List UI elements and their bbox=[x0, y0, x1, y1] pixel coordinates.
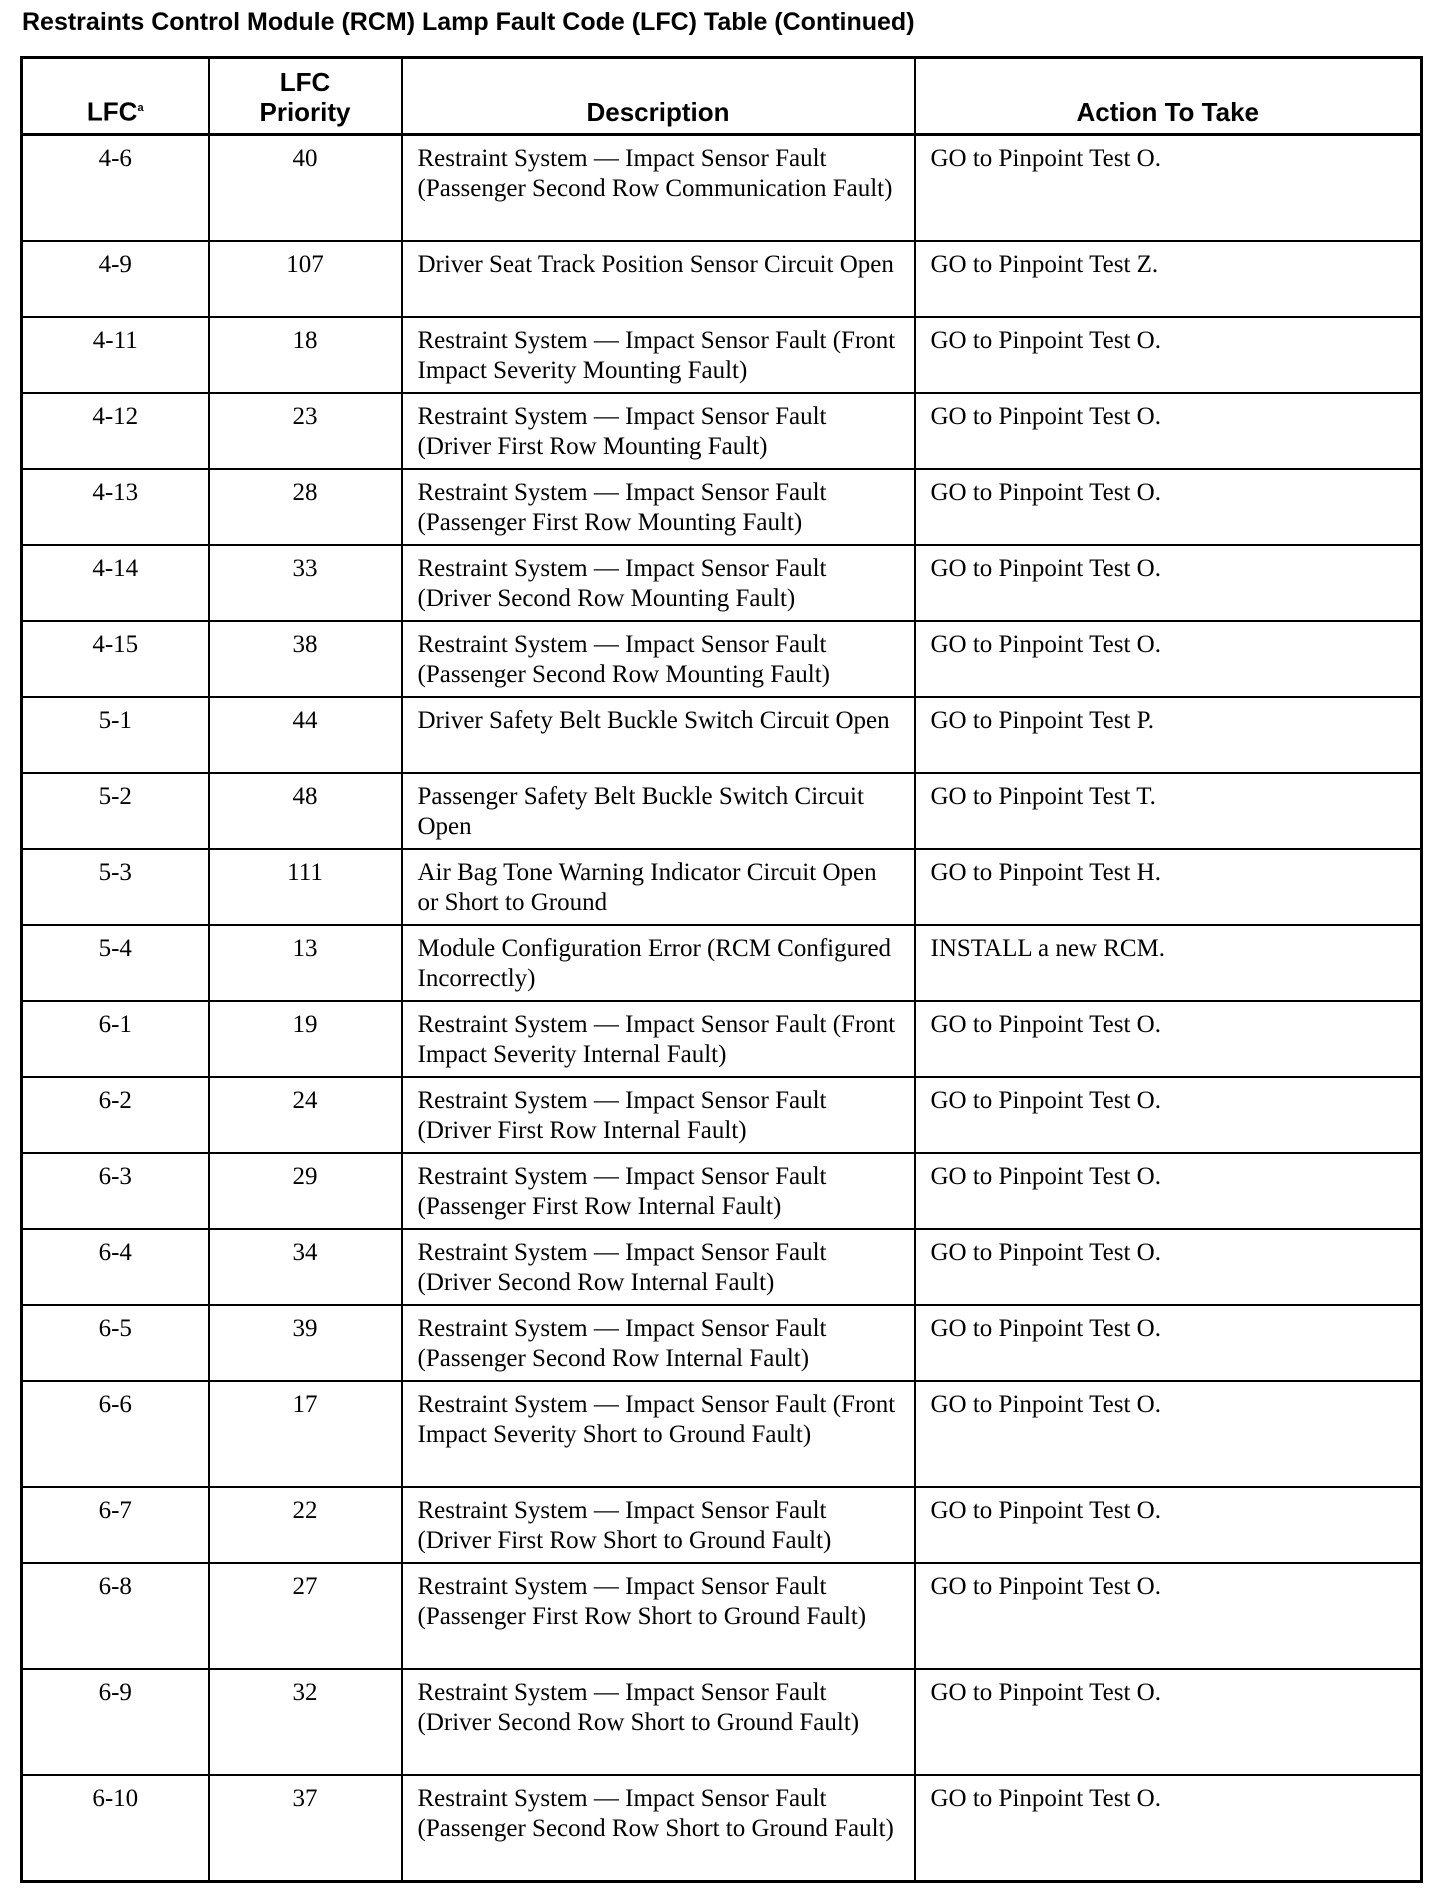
priority-cell: 29 bbox=[209, 1153, 402, 1229]
action-cell: GO to Pinpoint Test O. bbox=[915, 1305, 1422, 1381]
footnote-marker: a bbox=[137, 102, 144, 115]
action-cell: GO to Pinpoint Test O. bbox=[915, 1563, 1422, 1669]
column-header-lfc-label: LFC bbox=[86, 97, 138, 127]
lfc-cell: 5-2 bbox=[22, 773, 209, 849]
priority-cell: 28 bbox=[209, 469, 402, 545]
priority-cell: 48 bbox=[209, 773, 402, 849]
column-header-priority bbox=[209, 58, 402, 135]
priority-cell: 24 bbox=[209, 1077, 402, 1153]
description-cell: Air Bag Tone Warning Indicator Circuit Open or Short to Ground bbox=[402, 849, 915, 925]
action-cell: GO to Pinpoint Test O. bbox=[915, 135, 1422, 242]
action-cell: GO to Pinpoint Test O. bbox=[915, 317, 1422, 393]
action-cell: GO to Pinpoint Test H. bbox=[915, 849, 1422, 925]
description-cell: Restraint System — Impact Sensor Fault (Passenger First Row Short to Ground Fault) bbox=[402, 1563, 915, 1669]
action-cell: GO to Pinpoint Test O. bbox=[915, 1001, 1422, 1077]
priority-cell: 13 bbox=[209, 925, 402, 1001]
table-row bbox=[22, 1381, 1422, 1487]
table-row bbox=[22, 1229, 1422, 1305]
lfc-cell: 6-1 bbox=[22, 1001, 209, 1077]
action-cell: GO to Pinpoint Test O. bbox=[915, 393, 1422, 469]
table-row bbox=[22, 1077, 1422, 1153]
lfc-cell: 6-10 bbox=[22, 1775, 209, 1882]
lfc-cell: 5-4 bbox=[22, 925, 209, 1001]
description-cell: Restraint System — Impact Sensor Fault (Passenger Second Row Short to Ground Fault) bbox=[402, 1775, 915, 1882]
action-cell: GO to Pinpoint Test O. bbox=[915, 545, 1422, 621]
table-row bbox=[22, 545, 1422, 621]
lfc-cell: 6-2 bbox=[22, 1077, 209, 1153]
table-header bbox=[22, 58, 1422, 135]
column-header-priority-line1: LFC bbox=[279, 67, 331, 97]
description-cell: Driver Safety Belt Buckle Switch Circuit Open bbox=[402, 697, 915, 773]
action-cell: GO to Pinpoint Test O. bbox=[915, 1077, 1422, 1153]
column-header-lfc bbox=[22, 58, 209, 135]
priority-cell: 27 bbox=[209, 1563, 402, 1669]
table-row bbox=[22, 925, 1422, 1001]
lfc-cell: 6-9 bbox=[22, 1669, 209, 1775]
description-cell: Driver Seat Track Position Sensor Circuit Open bbox=[402, 241, 915, 317]
priority-cell: 32 bbox=[209, 1669, 402, 1775]
column-header-priority-line2: Priority bbox=[259, 97, 351, 127]
action-cell: GO to Pinpoint Test O. bbox=[915, 1229, 1422, 1305]
action-cell: GO to Pinpoint Test O. bbox=[915, 1487, 1422, 1563]
table-row bbox=[22, 849, 1422, 925]
priority-cell: 107 bbox=[209, 241, 402, 317]
description-cell: Restraint System — Impact Sensor Fault (Driver First Row Mounting Fault) bbox=[402, 393, 915, 469]
priority-cell: 37 bbox=[209, 1775, 402, 1882]
lfc-cell: 6-8 bbox=[22, 1563, 209, 1669]
lfc-cell: 6-4 bbox=[22, 1229, 209, 1305]
description-cell: Restraint System — Impact Sensor Fault (Passenger First Row Internal Fault) bbox=[402, 1153, 915, 1229]
lfc-cell: 6-5 bbox=[22, 1305, 209, 1381]
priority-cell: 17 bbox=[209, 1381, 402, 1487]
action-cell: GO to Pinpoint Test O. bbox=[915, 621, 1422, 697]
action-cell: GO to Pinpoint Test O. bbox=[915, 1775, 1422, 1882]
table-row bbox=[22, 1001, 1422, 1077]
description-cell: Restraint System — Impact Sensor Fault (Passenger First Row Mounting Fault) bbox=[402, 469, 915, 545]
table-row bbox=[22, 317, 1422, 393]
lfc-cell: 4-6 bbox=[22, 135, 209, 242]
lfc-cell: 6-7 bbox=[22, 1487, 209, 1563]
action-cell: GO to Pinpoint Test O. bbox=[915, 1153, 1422, 1229]
table-row bbox=[22, 1669, 1422, 1775]
column-header-action: Action To Take bbox=[915, 58, 1422, 135]
lfc-cell: 4-13 bbox=[22, 469, 209, 545]
priority-cell: 39 bbox=[209, 1305, 402, 1381]
action-cell: GO to Pinpoint Test O. bbox=[915, 1669, 1422, 1775]
description-cell: Restraint System — Impact Sensor Fault (Driver Second Row Short to Ground Fault) bbox=[402, 1669, 915, 1775]
description-cell: Passenger Safety Belt Buckle Switch Circuit Open bbox=[402, 773, 915, 849]
action-cell: GO to Pinpoint Test P. bbox=[915, 697, 1422, 773]
lfc-cell: 6-6 bbox=[22, 1381, 209, 1487]
table-row bbox=[22, 1305, 1422, 1381]
description-cell: Restraint System — Impact Sensor Fault (Passenger Second Row Internal Fault) bbox=[402, 1305, 915, 1381]
priority-cell: 33 bbox=[209, 545, 402, 621]
priority-cell: 22 bbox=[209, 1487, 402, 1563]
lfc-cell: 6-3 bbox=[22, 1153, 209, 1229]
lfc-cell: 4-11 bbox=[22, 317, 209, 393]
description-cell: Restraint System — Impact Sensor Fault (Driver Second Row Mounting Fault) bbox=[402, 545, 915, 621]
table-row bbox=[22, 241, 1422, 317]
priority-cell: 23 bbox=[209, 393, 402, 469]
action-cell: INSTALL a new RCM. bbox=[915, 925, 1422, 1001]
lfc-cell: 4-15 bbox=[22, 621, 209, 697]
priority-cell: 40 bbox=[209, 135, 402, 242]
description-cell: Restraint System — Impact Sensor Fault (Front Impact Severity Internal Fault) bbox=[402, 1001, 915, 1077]
priority-cell: 19 bbox=[209, 1001, 402, 1077]
table-row bbox=[22, 135, 1422, 242]
table-row bbox=[22, 1563, 1422, 1669]
priority-cell: 38 bbox=[209, 621, 402, 697]
page-title: Restraints Control Module (RCM) Lamp Fault Code (LFC) Table (Continued) bbox=[22, 8, 915, 36]
lfc-cell: 4-9 bbox=[22, 241, 209, 317]
description-cell: Restraint System — Impact Sensor Fault (Driver Second Row Internal Fault) bbox=[402, 1229, 915, 1305]
action-cell: GO to Pinpoint Test O. bbox=[915, 469, 1422, 545]
action-cell: GO to Pinpoint Test T. bbox=[915, 773, 1422, 849]
lfc-cell: 4-12 bbox=[22, 393, 209, 469]
description-cell: Restraint System — Impact Sensor Fault (Front Impact Severity Short to Ground Fault) bbox=[402, 1381, 915, 1487]
description-cell: Restraint System — Impact Sensor Fault (Passenger Second Row Communication Fault) bbox=[402, 135, 915, 242]
description-cell: Restraint System — Impact Sensor Fault (Driver First Row Internal Fault) bbox=[402, 1077, 915, 1153]
priority-cell: 18 bbox=[209, 317, 402, 393]
table-row bbox=[22, 393, 1422, 469]
table-row bbox=[22, 469, 1422, 545]
priority-cell: 34 bbox=[209, 1229, 402, 1305]
table-row bbox=[22, 773, 1422, 849]
table-body bbox=[22, 135, 1422, 1882]
lfc-cell: 5-1 bbox=[22, 697, 209, 773]
lfc-cell: 4-14 bbox=[22, 545, 209, 621]
lfc-cell: 5-3 bbox=[22, 849, 209, 925]
description-cell: Restraint System — Impact Sensor Fault (Driver First Row Short to Ground Fault) bbox=[402, 1487, 915, 1563]
action-cell: GO to Pinpoint Test O. bbox=[915, 1381, 1422, 1487]
action-cell: GO to Pinpoint Test Z. bbox=[915, 241, 1422, 317]
description-cell: Restraint System — Impact Sensor Fault (Front Impact Severity Mounting Fault) bbox=[402, 317, 915, 393]
column-header-description: Description bbox=[402, 58, 915, 135]
lamp-fault-code-table bbox=[20, 56, 1423, 1883]
table-row bbox=[22, 697, 1422, 773]
table-row bbox=[22, 621, 1422, 697]
table-row bbox=[22, 1775, 1422, 1882]
priority-cell: 111 bbox=[209, 849, 402, 925]
priority-cell: 44 bbox=[209, 697, 402, 773]
table-row bbox=[22, 1153, 1422, 1229]
description-cell: Module Configuration Error (RCM Configured Incorrectly) bbox=[402, 925, 915, 1001]
description-cell: Restraint System — Impact Sensor Fault (Passenger Second Row Mounting Fault) bbox=[402, 621, 915, 697]
table-row bbox=[22, 1487, 1422, 1563]
